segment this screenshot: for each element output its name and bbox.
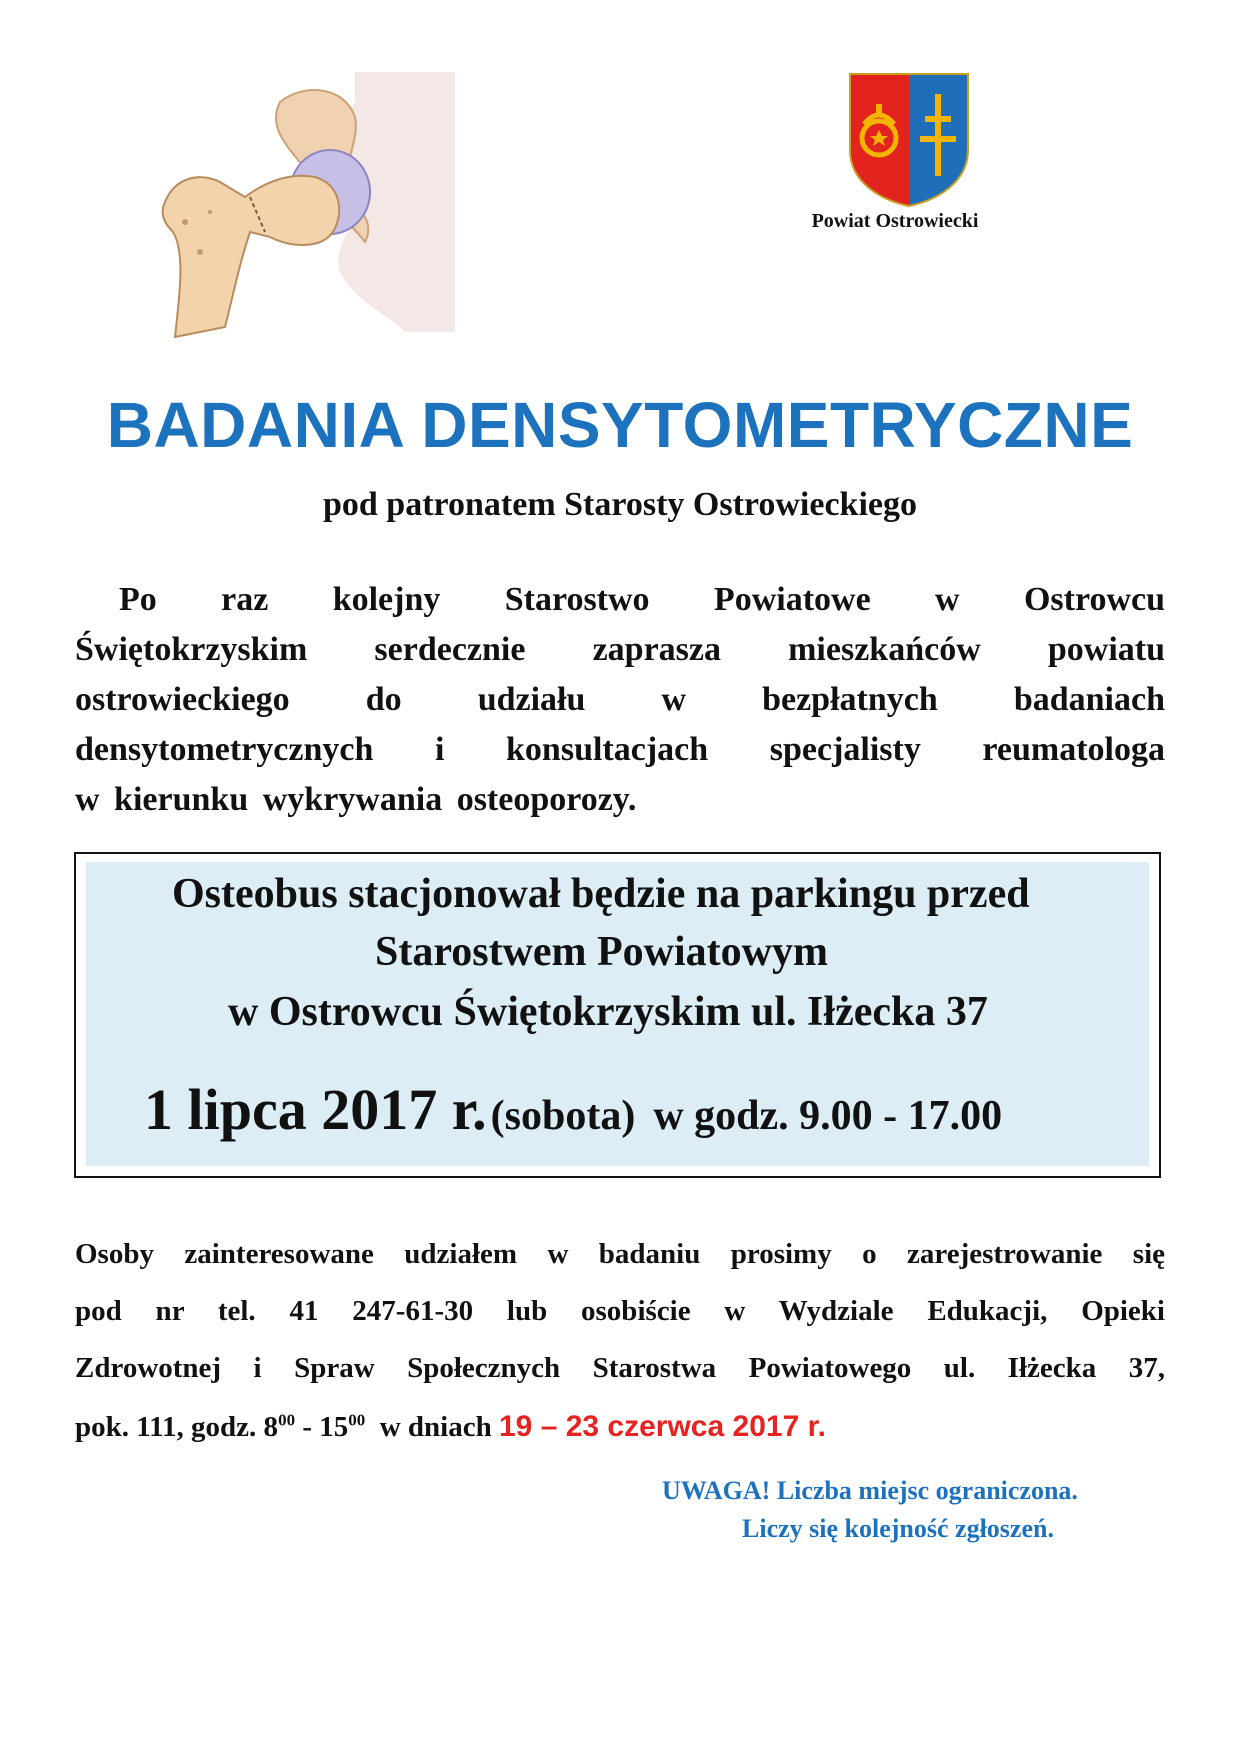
registration-line-2: pod nr tel. 41 247-61-30 lub osobiście w Wydziale Edukacji, Opieki bbox=[75, 1295, 1165, 1327]
powiat-crest-logo bbox=[848, 72, 970, 208]
event-day: (sobota) bbox=[490, 1093, 636, 1139]
hip-joint-illustration bbox=[155, 72, 515, 342]
registration-room-hours: pok. 111, godz. 8 bbox=[75, 1411, 279, 1443]
note-line-2: Liczy się kolejność zgłoszeń. bbox=[742, 1514, 1054, 1543]
org-name: Powiat Ostrowiecki bbox=[811, 210, 979, 232]
event-date-line bbox=[144, 1076, 1002, 1143]
registration-dates: 19 – 23 czerwca 2017 r. bbox=[499, 1410, 826, 1443]
time-start-minutes: 00 bbox=[278, 1410, 296, 1430]
registration-line-3: Zdrowotnej i Spraw Społecznych Starostwa Powiatowego ul. Iłżecka 37, bbox=[75, 1352, 1165, 1384]
page-title: BADANIA DENSYTOMETRYCZNE bbox=[106, 389, 1134, 461]
event-hours: w godz. 9.00 - 17.00 bbox=[653, 1093, 1003, 1139]
intro-line-2: Świętokrzyskim serdecznie zaprasza mieszkańców powiatu bbox=[75, 631, 1165, 668]
intro-line-5: w kierunku wykrywania osteoporozy. bbox=[75, 781, 637, 818]
intro-line-4: densytometrycznych i konsultacjach specjalisty reumatologa bbox=[75, 731, 1165, 768]
location-box bbox=[74, 852, 1161, 1178]
location-line-3: w Ostrowcu Świętokrzyskim ul. Iłżecka 37 bbox=[228, 989, 988, 1035]
intro-line-3: ostrowieckiego do udziału w bezpłatnych badaniach bbox=[75, 681, 1165, 718]
time-separator: - 15 bbox=[295, 1411, 349, 1443]
registration-line-1: Osoby zainteresowane udziałem w badaniu prosimy o zarejestrowanie się bbox=[75, 1238, 1165, 1270]
intro-line-1: Po raz kolejny Starostwo Powiatowe w Ostrowcu bbox=[119, 581, 1165, 618]
event-date: 1 lipca 2017 r. bbox=[144, 1077, 487, 1142]
time-end-minutes: 00 bbox=[348, 1410, 366, 1430]
subtitle: pod patronatem Starosty Ostrowieckiego bbox=[322, 486, 918, 523]
note-line-1: UWAGA! Liczba miejsc ograniczona. bbox=[662, 1476, 1078, 1505]
location-line-2: Starostwem Powiatowym bbox=[375, 929, 828, 975]
location-line-1: Osteobus stacjonował będzie na parkingu przed bbox=[172, 871, 1030, 917]
registration-days-label: w dniach bbox=[365, 1411, 499, 1443]
registration-line-4 bbox=[75, 1410, 1165, 1444]
